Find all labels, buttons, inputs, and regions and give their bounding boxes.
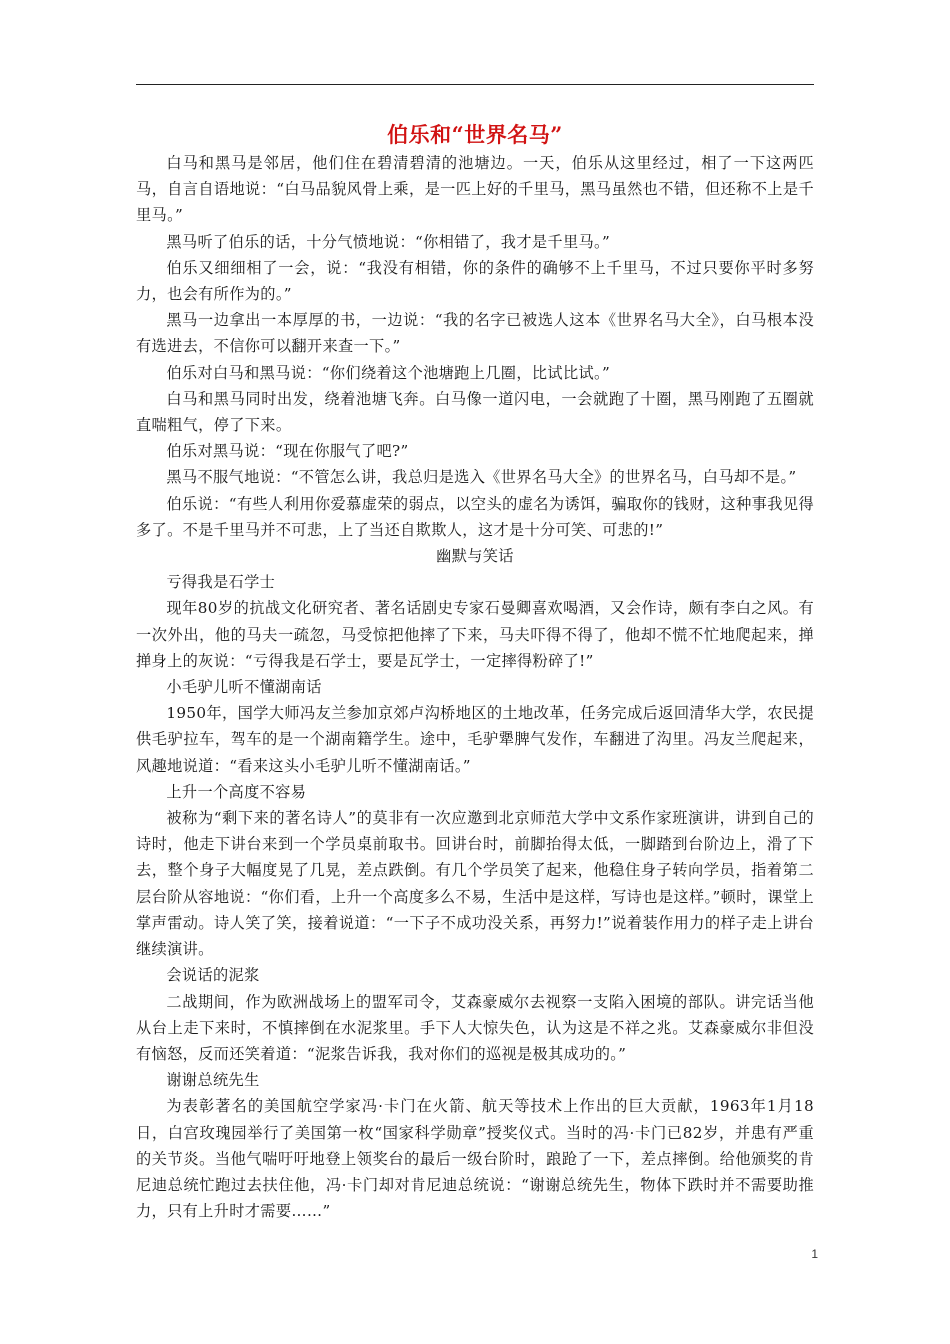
page-number: 1 bbox=[811, 1247, 818, 1261]
story-paragraph: 黑马一边拿出一本厚厚的书，一边说：“我的名字已被选人这本《世界名马大全》，白马根本没有选进去，不信你可以翻开来查一下。” bbox=[136, 311, 814, 356]
joke-text: 为表彰著名的美国航空学家冯·卡门在火箭、航天等技术上作出的巨大贡献，1963年1月18日，白宫玫瑰园举行了美国第一枚“国家科学勋章”授奖仪式。当时的冯·卡门已82岁，并患有严重的关节炎。当他气喘吁吁地登上领奖台的最后一级台阶时，踉跄了一下，差点摔倒。给他颁奖的肯尼迪总统忙跑过去扶住他，冯·卡门却对肯尼迪总统说：“谢谢总统先生，物体下跌时并不需要助推力，只有上升时才需要……” bbox=[136, 1097, 814, 1221]
story-paragraph: 白马和黑马同时出发，绕着池塘飞奔。白马像一道闪电，一会就跑了十圈，黑马刚跑了五圈就直喘粗气，停了下来。 bbox=[136, 389, 814, 435]
story-paragraph: 黑马不服气地说：“不管怎么讲，我总归是选入《世界名马大全》的世界名马，白马却不是。” bbox=[166, 468, 797, 487]
joke-text: 被称为“剩下来的著名诗人”的莫非有一次应邀到北京师范大学中文系作家班演讲，讲到自己的诗时，他走下讲台来到一个学员桌前取书。回讲台时，前脚抬得太低，一脚踏到台阶边上，滑了下去，整个身子大幅度晃了几晃，差点跌倒。有几个学员笑了起来，他稳住身子转向学员，指着第二层台阶从容地说：“你们看，上升一个高度多么不易，生活中是这样，写诗也是这样。”顿时，课堂上掌声雷动。诗人笑了笑，接着说道：“一下子不成功没关系，再努力!”说着装作用力的样子走上讲台继续演讲。 bbox=[136, 809, 814, 959]
joke-text: 现年80岁的抗战文化研究者、著名话剧史专家石曼卿喜欢喝酒，又会作诗，颇有李白之风。有一次外出，他的马夫一疏忽，马受惊把他摔了下来，马夫吓得不得了，他却不慌不忙地爬起来，掸掸身上的灰说：“亏得我是石学士，要是瓦学士，一定摔得粉碎了!” bbox=[136, 599, 814, 670]
story-paragraph: 伯乐对白马和黑马说：“你们绕着这个池塘跑上几圈，比试比试。” bbox=[166, 363, 611, 382]
document-title: 伯乐和“世界名马” bbox=[387, 122, 563, 147]
story-paragraph: 伯乐说：“有些人利用你爱慕虚荣的弱点，以空头的虚名为诱饵，骗取你的钱财，这种事我见得多了。不是千里马并不可悲，上了当还自欺欺人，这才是十分可笑、可悲的!” bbox=[136, 494, 814, 539]
story-paragraph: 黑马听了伯乐的话，十分气愤地说：“你相错了，我才是千里马。” bbox=[166, 232, 611, 251]
story-paragraph: 伯乐对黑马说：“现在你服气了吧?” bbox=[166, 442, 409, 461]
joke-text: 1950年，国学大师冯友兰参加京郊卢沟桥地区的土地改革，任务完成后返回清华大学，农民提供毛驴拉车，驾车的是一个湖南籍学生。途中，毛驴犟脾气发作，车翻进了沟里。冯友兰爬起来，风趣地说道：“看来这头小毛驴儿听不懂湖南话。” bbox=[136, 704, 814, 775]
joke-title: 会说话的泥浆 bbox=[166, 966, 260, 985]
joke-title: 亏得我是石学士 bbox=[166, 573, 276, 592]
joke-text: 二战期间，作为欧洲战场上的盟军司令，艾森豪威尔去视察一支陷入困境的部队。讲完话当他从台上走下来时，不慎摔倒在水泥浆里。手下人大惊失色，认为这是不祥之兆。艾森豪威尔非但没有恼怒，反而还笑着道：“泥浆告诉我，我对你们的巡视是极其成功的。” bbox=[136, 992, 814, 1063]
header-rule bbox=[136, 84, 814, 85]
joke-title: 上升一个高度不容易 bbox=[166, 782, 307, 801]
document-body bbox=[136, 120, 814, 1224]
story-paragraph: 伯乐又细细相了一会，说：“我没有相错，你的条件的确够不上千里马，不过只要你平时多努力，也会有所作为的。” bbox=[136, 258, 814, 304]
joke-title: 小毛驴儿听不懂湖南话 bbox=[166, 678, 322, 697]
story-paragraph: 白马和黑马是邻居，他们住在碧清碧清的池塘边。一天，伯乐从这里经过，相了一下这两匹马，自言自语地说：“白马品貌风骨上乘，是一匹上好的千里马，黑马虽然也不错，但还称不上是千里马。” bbox=[136, 154, 814, 225]
joke-title: 谢谢总统先生 bbox=[166, 1071, 260, 1090]
section-heading: 幽默与笑话 bbox=[436, 547, 514, 566]
